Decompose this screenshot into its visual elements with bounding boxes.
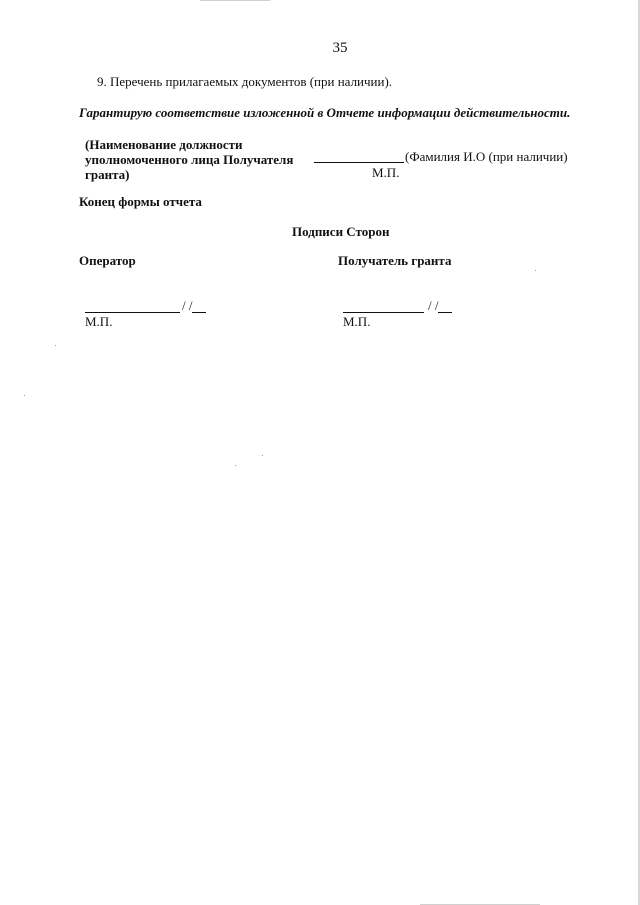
position-label-line2: уполномоченного лица Получателя (85, 152, 294, 167)
operator-title: Оператор (79, 253, 136, 268)
recipient-short-line (438, 312, 452, 313)
scan-speck (262, 455, 263, 456)
signature-line (314, 162, 404, 163)
page-number: 35 (332, 40, 348, 56)
operator-stamp-label: М.П. (85, 314, 113, 329)
operator-short-line (192, 312, 206, 313)
recipient-stamp-label: М.П. (343, 314, 371, 329)
scan-speck (55, 345, 56, 346)
item-9-attached-documents: 9. Перечень прилагаемых документов (при наличии). (97, 74, 393, 89)
name-label: (Фамилия И.О (при наличии) (405, 149, 568, 164)
scan-speck (24, 395, 25, 396)
operator-signature-line (85, 312, 180, 313)
end-of-form-label: Конец формы отчета (79, 194, 202, 209)
signatures-title: Подписи Сторон (292, 224, 390, 239)
recipient-title: Получатель гранта (338, 253, 452, 268)
scan-speck (235, 465, 236, 466)
scan-speck (535, 270, 536, 271)
guarantee-statement: Гарантирую соответствие изложенной в Отчете информации действительности. (79, 105, 571, 120)
position-label-line3: гранта) (85, 167, 130, 182)
operator-slashes: / / (182, 298, 193, 313)
recipient-slashes: / / (428, 298, 439, 313)
position-label-line1: (Наименование должности (85, 137, 243, 152)
recipient-signature-line (343, 312, 424, 313)
scan-mark (200, 0, 270, 1)
stamp-label: М.П. (372, 165, 400, 180)
